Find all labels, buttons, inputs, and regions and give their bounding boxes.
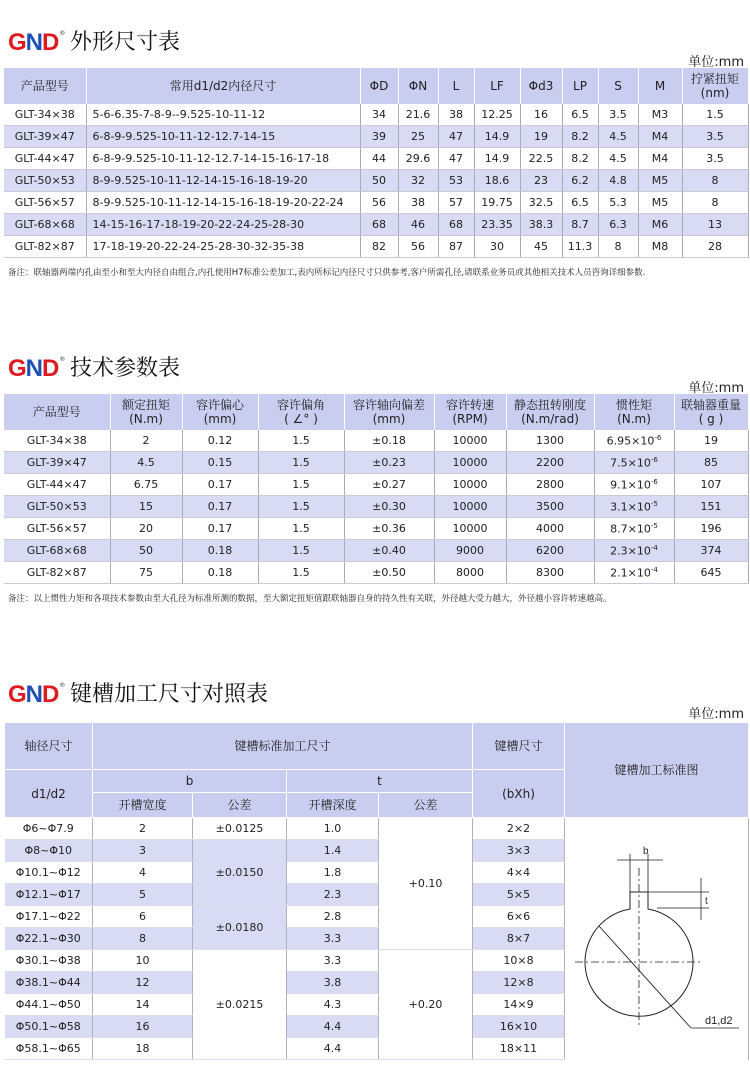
tech-note: 备注：以上惯性力矩和各项技术参数由至大孔径为标准所测的数据，至大额定扭矩值跟联轴器自身的持久性有关联，外径越大受力越大，外径越小容许转速越高。 (8, 594, 612, 604)
diameter-label: d1,d2 (705, 1015, 733, 1028)
value-cell: 34 (360, 104, 398, 126)
value-cell: 0.17 (182, 518, 258, 540)
b-tolerance-cell: ±0.0125 (193, 818, 287, 840)
dimensions-section (0, 22, 750, 278)
bore-cell: 5-6-6.35-7-8-9--9.525-10-11-12 (86, 104, 360, 126)
width-cell: 10 (93, 950, 193, 972)
h-depth: 开槽深度 (287, 793, 379, 818)
h-shaft: 轴径尺寸 (5, 723, 93, 770)
keysize-cell: 3×3 (473, 840, 565, 862)
width-cell: 4 (93, 862, 193, 884)
h-b: b (93, 770, 287, 793)
value-cell: 85 (674, 452, 748, 474)
value-cell: 2800 (506, 474, 594, 496)
depth-cell: 4.3 (287, 994, 379, 1016)
value-cell: ±0.40 (344, 540, 434, 562)
tech-col-header: 额定扭矩 (N.m) (110, 394, 182, 430)
tech-col-header: 容许转速 (RPM) (434, 394, 506, 430)
table-row (4, 126, 748, 148)
col-d3: Φd3 (520, 68, 562, 104)
value-cell: ±0.23 (344, 452, 434, 474)
model-cell: GLT-56×57 (4, 192, 86, 214)
tech-body (4, 430, 748, 584)
value-cell: 46 (398, 214, 438, 236)
keysize-cell: 4×4 (473, 862, 565, 884)
value-cell: $6.95\times 10^{-6}$ (594, 430, 674, 452)
dimensions-header-row (4, 68, 748, 104)
value-cell: 30 (474, 236, 520, 258)
depth-cell: 3.3 (287, 928, 379, 950)
value-cell: 28 (682, 236, 748, 258)
depth-cell: 1.4 (287, 840, 379, 862)
value-cell: 68 (360, 214, 398, 236)
gnd-logo: G N D ® (8, 355, 66, 382)
h-keysize: 键槽尺寸 (473, 723, 565, 770)
value-cell: 38.3 (520, 214, 562, 236)
value-cell: 3.5 (682, 126, 748, 148)
depth-cell: 2.3 (287, 884, 379, 906)
keysize-cell: 14×9 (473, 994, 565, 1016)
col-l: L (438, 68, 474, 104)
value-cell: M5 (638, 192, 682, 214)
value-cell: M4 (638, 126, 682, 148)
value-cell: 14.9 (474, 126, 520, 148)
keysize-cell: 12×8 (473, 972, 565, 994)
table-row (4, 518, 748, 540)
shaft-cell: Φ12.1~Φ17 (5, 884, 93, 906)
dimensions-body (4, 104, 748, 258)
t-tolerance-cell: +0.20 (379, 950, 473, 1060)
value-cell: M3 (638, 104, 682, 126)
col-torque: 拧紧扭矩 (nm) (682, 68, 748, 104)
depth-cell: 3.3 (287, 950, 379, 972)
value-cell: $7.5\times 10^{-6}$ (594, 452, 674, 474)
bore-cell: 17-18-19-20-22-24-25-28-30-32-35-38 (86, 236, 360, 258)
value-cell: 10000 (434, 474, 506, 496)
col-od: ΦD (360, 68, 398, 104)
value-cell: 0.18 (182, 562, 258, 584)
value-cell: ±0.30 (344, 496, 434, 518)
t-label: t (705, 896, 708, 908)
model-cell: GLT-50×53 (4, 170, 86, 192)
table-row (4, 452, 748, 474)
tech-col-header: 联轴器重量 ( g ) (674, 394, 748, 430)
value-cell: 56 (360, 192, 398, 214)
value-cell: 8.7 (562, 214, 598, 236)
keysize-cell: 18×11 (473, 1038, 565, 1060)
value-cell: 32 (398, 170, 438, 192)
keysize-cell: 6×6 (473, 906, 565, 928)
width-cell: 8 (93, 928, 193, 950)
depth-cell: 3.8 (287, 972, 379, 994)
value-cell: 3.5 (682, 148, 748, 170)
value-cell: 8300 (506, 562, 594, 584)
value-cell: ±0.18 (344, 430, 434, 452)
keysize-cell: 16×10 (473, 1016, 565, 1038)
model-cell: GLT-44×47 (4, 474, 110, 496)
value-cell: 6.75 (110, 474, 182, 496)
value-cell: 50 (110, 540, 182, 562)
value-cell: 1.5 (258, 474, 344, 496)
value-cell: 2200 (506, 452, 594, 474)
value-cell: 47 (438, 148, 474, 170)
gnd-logo: G N D ® (8, 681, 66, 708)
shaft-cell: Φ10.1~Φ12 (5, 862, 93, 884)
model-cell: GLT-39×47 (4, 452, 110, 474)
keysize-cell: 10×8 (473, 950, 565, 972)
value-cell: 56 (398, 236, 438, 258)
width-cell: 6 (93, 906, 193, 928)
gnd-logo: G N D ® (8, 29, 66, 56)
table-row (4, 236, 748, 258)
value-cell: 87 (438, 236, 474, 258)
keysize-cell: 8×7 (473, 928, 565, 950)
value-cell: 1.5 (258, 562, 344, 584)
value-cell: 4.8 (598, 170, 638, 192)
diameter-line (599, 926, 691, 1028)
value-cell: 0.12 (182, 430, 258, 452)
value-cell: 50 (360, 170, 398, 192)
keyway-table (4, 722, 749, 1060)
value-cell: 23.35 (474, 214, 520, 236)
value-cell: 1.5 (258, 540, 344, 562)
col-s: S (598, 68, 638, 104)
table-row (4, 474, 748, 496)
value-cell: 75 (110, 562, 182, 584)
keyway-body (5, 818, 749, 1060)
col-model: 产品型号 (4, 68, 86, 104)
h-tol: 公差 (193, 793, 287, 818)
value-cell: 6.5 (562, 104, 598, 126)
value-cell: 196 (674, 518, 748, 540)
model-cell: GLT-56×57 (4, 518, 110, 540)
keysize-cell: 2×2 (473, 818, 565, 840)
h-t: t (287, 770, 473, 793)
shaft-cell: Φ17.1~Φ22 (5, 906, 93, 928)
depth-cell: 1.0 (287, 818, 379, 840)
bore-cell: 14-15-16-17-18-19-20-22-24-25-28-30 (86, 214, 360, 236)
bore-cell: 8-9-9.525-10-11-12-14-15-16-18-19-20-22-24 (86, 192, 360, 214)
width-cell: 16 (93, 1016, 193, 1038)
value-cell: 12.25 (474, 104, 520, 126)
h-tol2: 公差 (379, 793, 473, 818)
value-cell: 38 (398, 192, 438, 214)
value-cell: M4 (638, 148, 682, 170)
section-header (0, 674, 750, 722)
value-cell: ±0.50 (344, 562, 434, 584)
value-cell: 8 (682, 170, 748, 192)
section-title: 外形尺寸表 (70, 30, 181, 55)
col-lp: LP (562, 68, 598, 104)
value-cell: ±0.27 (344, 474, 434, 496)
width-cell: 2 (93, 818, 193, 840)
value-cell: 13 (682, 214, 748, 236)
value-cell: M8 (638, 236, 682, 258)
value-cell: 6.2 (562, 170, 598, 192)
value-cell: 21.6 (398, 104, 438, 126)
bore-cell: 6-8-9-9.525-10-11-12-12.7-14-15-16-17-18 (86, 148, 360, 170)
keyway-section (0, 674, 750, 1060)
value-cell: $3.1\times 10^{-5}$ (594, 496, 674, 518)
value-cell: 3500 (506, 496, 594, 518)
value-cell: 16 (520, 104, 562, 126)
depth-cell: 2.8 (287, 906, 379, 928)
value-cell: 19.75 (474, 192, 520, 214)
value-cell: 15 (110, 496, 182, 518)
h-diagram: 键槽加工标准图 (565, 723, 749, 818)
tech-header-row (4, 394, 748, 430)
tech-col-header: 容许轴向偏差 (mm) (344, 394, 434, 430)
value-cell: 38 (438, 104, 474, 126)
value-cell: 151 (674, 496, 748, 518)
value-cell: 0.17 (182, 496, 258, 518)
shaft-cell: Φ30.1~Φ38 (5, 950, 93, 972)
model-cell: GLT-44×47 (4, 148, 86, 170)
value-cell: $9.1\times 10^{-6}$ (594, 474, 674, 496)
shaft-cell: Φ22.1~Φ30 (5, 928, 93, 950)
value-cell: 4.5 (110, 452, 182, 474)
value-cell: 20 (110, 518, 182, 540)
b-tolerance-cell: ±0.0215 (193, 950, 287, 1060)
col-m: M (638, 68, 682, 104)
dimensions-note: 备注：联轴器两端内孔由至小和至大内径自由组合,内孔使用H7标准公差加工,表内所标记内径尺寸只供参考,客户所需孔径,请联系业务员或其他相关技术人员咨询详细参数. (8, 268, 646, 278)
value-cell: 25 (398, 126, 438, 148)
value-cell: 10000 (434, 496, 506, 518)
value-cell: 47 (438, 126, 474, 148)
value-cell: 0.17 (182, 474, 258, 496)
shaft-cell: Φ44.1~Φ50 (5, 994, 93, 1016)
value-cell: 6.5 (562, 192, 598, 214)
section-title: 键槽加工尺寸对照表 (70, 682, 269, 707)
width-cell: 3 (93, 840, 193, 862)
value-cell: 57 (438, 192, 474, 214)
model-cell: GLT-50×53 (4, 496, 110, 518)
t-tolerance-cell: +0.10 (379, 818, 473, 950)
value-cell: 29.6 (398, 148, 438, 170)
table-row (4, 148, 748, 170)
width-cell: 14 (93, 994, 193, 1016)
section-header (0, 348, 750, 396)
model-cell: GLT-82×87 (4, 236, 86, 258)
value-cell: 39 (360, 126, 398, 148)
value-cell: 6200 (506, 540, 594, 562)
unit-label: 单位:mm (688, 707, 744, 722)
value-cell: 1.5 (258, 430, 344, 452)
keyway-diagram-cell (565, 818, 749, 1060)
h-bxh: (bXh) (473, 770, 565, 818)
value-cell: 2 (110, 430, 182, 452)
value-cell: 45 (520, 236, 562, 258)
depth-cell: 1.8 (287, 862, 379, 884)
tech-col-header: 产品型号 (4, 394, 110, 430)
value-cell: $2.1\times 10^{-4}$ (594, 562, 674, 584)
b-label: b (643, 846, 649, 858)
value-cell: 8.2 (562, 126, 598, 148)
keyway-diagram (565, 822, 749, 1052)
col-bore: 常用d1/d2内径尺寸 (86, 68, 360, 104)
value-cell: 11.3 (562, 236, 598, 258)
value-cell: 22.5 (520, 148, 562, 170)
value-cell: ±0.36 (344, 518, 434, 540)
value-cell: 1.5 (258, 496, 344, 518)
value-cell: 53 (438, 170, 474, 192)
value-cell: 5.3 (598, 192, 638, 214)
value-cell: 1.5 (682, 104, 748, 126)
tech-col-header: 静态扭转刚度 (N.m/rad) (506, 394, 594, 430)
bore-cell: 6-8-9-9.525-10-11-12-12.7-14-15 (86, 126, 360, 148)
table-row (4, 430, 748, 452)
shaft-cell: Φ38.1~Φ44 (5, 972, 93, 994)
value-cell: 8 (598, 236, 638, 258)
width-cell: 12 (93, 972, 193, 994)
bore-cell: 8-9-9.525-10-11-12-14-15-16-18-19-20 (86, 170, 360, 192)
value-cell: 19 (674, 430, 748, 452)
value-cell: 68 (438, 214, 474, 236)
keysize-cell: 5×5 (473, 884, 565, 906)
section-title: 技术参数表 (70, 356, 181, 381)
tech-col-header: 容许偏心 (mm) (182, 394, 258, 430)
value-cell: 18.6 (474, 170, 520, 192)
model-cell: GLT-34×38 (4, 104, 86, 126)
b-tolerance-cell: ±0.0150 (193, 840, 287, 906)
table-row (4, 496, 748, 518)
table-row (4, 192, 748, 214)
value-cell: 0.18 (182, 540, 258, 562)
h-std: 键槽标准加工尺寸 (93, 723, 473, 770)
table-row (4, 170, 748, 192)
tech-section (0, 348, 750, 604)
table-row (4, 104, 748, 126)
value-cell: 8 (682, 192, 748, 214)
tech-col-header: 容许偏角 ( ∠° ) (258, 394, 344, 430)
unit-label: 单位:mm (688, 55, 744, 70)
shaft-cell: Φ58.1~Φ65 (5, 1038, 93, 1060)
value-cell: 374 (674, 540, 748, 562)
shaft-cell: Φ6~Φ7.9 (5, 818, 93, 840)
value-cell: 19 (520, 126, 562, 148)
tech-col-header: 惯性矩 (N.m) (594, 394, 674, 430)
value-cell: 6.3 (598, 214, 638, 236)
value-cell: 14.9 (474, 148, 520, 170)
value-cell: 8.2 (562, 148, 598, 170)
dimensions-table (4, 68, 749, 258)
value-cell: 32.5 (520, 192, 562, 214)
value-cell: M6 (638, 214, 682, 236)
value-cell: 4000 (506, 518, 594, 540)
table-row (4, 214, 748, 236)
model-cell: GLT-82×87 (4, 562, 110, 584)
depth-cell: 4.4 (287, 1016, 379, 1038)
value-cell: 1.5 (258, 518, 344, 540)
value-cell: 82 (360, 236, 398, 258)
value-cell: 10000 (434, 430, 506, 452)
value-cell: 645 (674, 562, 748, 584)
model-cell: GLT-34×38 (4, 430, 110, 452)
value-cell: $2.3\times 10^{-4}$ (594, 540, 674, 562)
value-cell: 9000 (434, 540, 506, 562)
value-cell: 1300 (506, 430, 594, 452)
value-cell: 23 (520, 170, 562, 192)
value-cell: 107 (674, 474, 748, 496)
model-cell: GLT-39×47 (4, 126, 86, 148)
model-cell: GLT-68×68 (4, 214, 86, 236)
depth-cell: 4.4 (287, 1038, 379, 1060)
b-tolerance-cell: ±0.0180 (193, 906, 287, 950)
h-d: d1/d2 (5, 770, 93, 818)
value-cell: 0.15 (182, 452, 258, 474)
table-row (4, 562, 748, 584)
shaft-cell: Φ50.1~Φ58 (5, 1016, 93, 1038)
width-cell: 18 (93, 1038, 193, 1060)
col-on: ΦN (398, 68, 438, 104)
value-cell: 8000 (434, 562, 506, 584)
value-cell: 44 (360, 148, 398, 170)
value-cell: $8.7\times 10^{-5}$ (594, 518, 674, 540)
tech-table (4, 394, 749, 584)
value-cell: 4.5 (598, 148, 638, 170)
table-row (5, 818, 749, 840)
h-width: 开槽宽度 (93, 793, 193, 818)
value-cell: 1.5 (258, 452, 344, 474)
shaft-cell: Φ8~Φ10 (5, 840, 93, 862)
table-row (4, 540, 748, 562)
unit-label: 单位:mm (688, 381, 744, 396)
col-lf: LF (474, 68, 520, 104)
value-cell: 10000 (434, 518, 506, 540)
value-cell: 3.5 (598, 104, 638, 126)
section-header (0, 22, 750, 70)
value-cell: 10000 (434, 452, 506, 474)
width-cell: 5 (93, 884, 193, 906)
value-cell: 4.5 (598, 126, 638, 148)
model-cell: GLT-68×68 (4, 540, 110, 562)
value-cell: M5 (638, 170, 682, 192)
